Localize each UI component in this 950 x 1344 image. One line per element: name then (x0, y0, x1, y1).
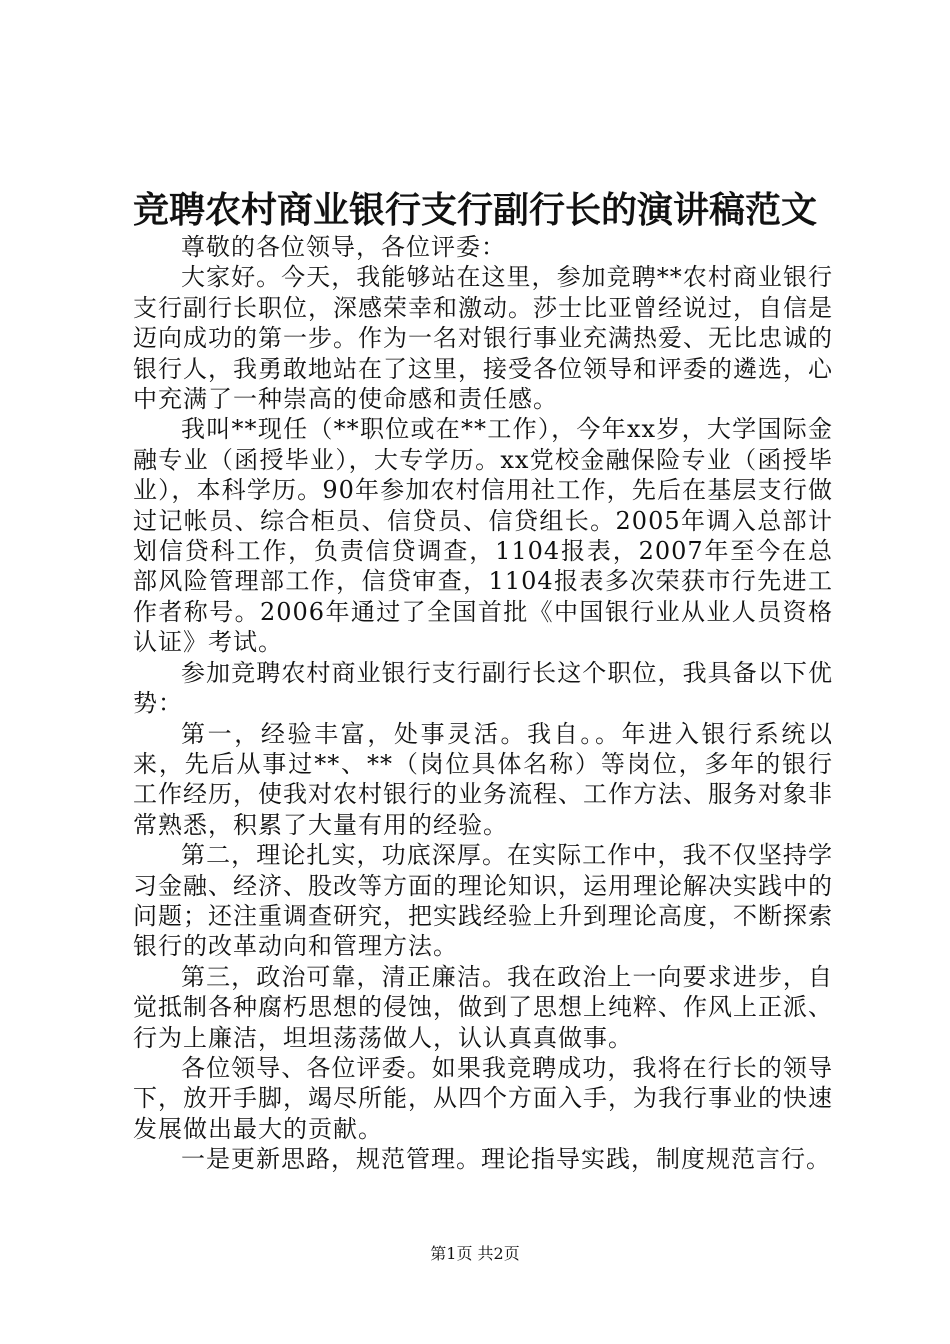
paragraph-salutation: 尊敬的各位领导，各位评委： (181, 233, 506, 261)
document-body (133, 232, 833, 1175)
paragraph-advantage-3: 第三，政治可靠，清正廉洁。我在政治上一向要求进步，自觉抵制各种腐朽思想的侵蚀，做到了思想上纯粹、作风上正派、行为上廉洁，坦坦荡荡做人，认认真真做事。 (133, 962, 833, 1052)
paragraph-commitment: 各位领导、各位评委。如果我竞聘成功，我将在行长的领导下，放开手脚，竭尽所能，从四个方面入手，为我行事业的快速发展做出最大的贡献。 (133, 1053, 833, 1143)
paragraph-advantage-2: 第二，理论扎实，功底深厚。在实际工作中，我不仅坚持学习金融、经济、股改等方面的理论知识，运用理论解决实践中的问题；还注重调查研究，把实践经验上升到理论高度，不断探索银行的改革动向和管理方法。 (133, 841, 833, 961)
paragraph-advantage-1: 第一，经验丰富，处事灵活。我自。。年进入银行系统以来，先后从事过**、**（岗位具体名称）等岗位，多年的银行工作经历，使我对农村银行的业务流程、工作方法、服务对象非常熟悉，积累了大量有用的经验。 (133, 719, 833, 839)
page-number-footer: 第1页 共2页 (430, 1244, 520, 1263)
paragraph-plan-1: 一是更新思路，规范管理。理论指导实践，制度规范言行。 (181, 1145, 831, 1174)
document-title: 竞聘农村商业银行支行副行长的演讲稿范文 (132, 189, 817, 231)
paragraph-advantages-intro: 参加竞聘农村商业银行支行副行长这个职位，我具备以下优势： (133, 658, 833, 718)
paragraph-greeting: 大家好。今天，我能够站在这里，参加竞聘**农村商业银行支行副行长职位，深感荣幸和激动。莎士比亚曾经说过，自信是迈向成功的第一步。作为一名对银行事业充满热爱、无比忠诚的银行人，我勇敢地站在了这里，接受各位领导和评委的遴选，心中充满了一种崇高的使命感和责任感。 (133, 263, 833, 414)
paragraph-self-introduction: 我叫**现任（**职位或在**工作），今年xx岁，大学国际金融专业（函授毕业），大专学历。xx党校金融保险专业（函授毕业），本科学历。90年参加农村信用社工作，先后在基层支行做过记帐员、综合柜员、信贷员、信贷组长。2005年调入总部计划信贷科工作，负责信贷调查，1104报表，2007年至今在总部风险管理部工作，信贷审查，1104报表多次荣获市行先进工作者称号。2006年通过了全国首批《中国银行业从业人员资格认证》考试。 (133, 415, 833, 657)
